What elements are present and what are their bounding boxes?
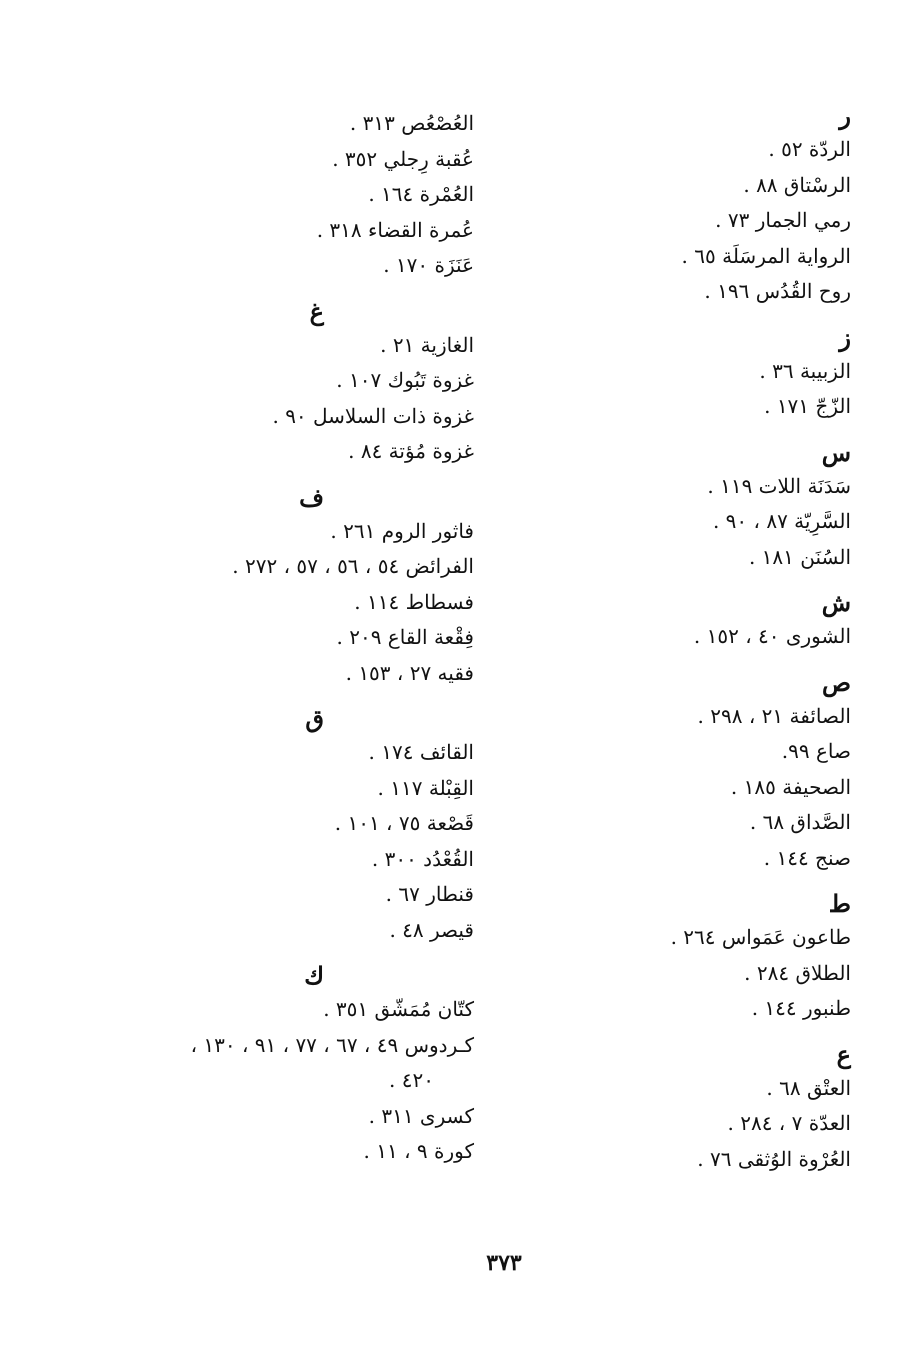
section-letter: س: [821, 437, 851, 467]
index-entry: الزبيبة ٣٦ .: [759, 358, 851, 383]
index-entry: العتْق ٦٨ .: [766, 1075, 851, 1100]
index-group: [551, 888, 851, 1027]
index-group: [14, 482, 474, 692]
index-entry: طنبور ١٤٤ .: [751, 996, 851, 1020]
section-letter: ش: [821, 588, 851, 617]
index-column-left: [14, 106, 474, 1170]
page-number: ٣٧٣: [486, 1250, 522, 1276]
index-entry: كـردوس ٤٩ ، ٦٧ ، ٧٧ ، ٩١ ، ١٣٠ ،: [190, 1032, 474, 1057]
index-entry: الزّجّ ١٧١ .: [764, 394, 851, 418]
index-entry: السُنَن ١٨١ .: [748, 544, 851, 569]
index-entry: صنج ١٤٤ .: [763, 845, 851, 870]
index-entry: رمي الجمار ٧٣ .: [715, 208, 851, 232]
index-entry: الصحيفة ١٨٥ .: [730, 774, 851, 799]
index-group: [14, 960, 474, 1170]
section-letter: ك: [304, 961, 324, 990]
index-entry: كتّان مُمَشّق ٣٥١ .: [323, 997, 474, 1021]
index-entry: الردّة ٥٢ .: [768, 137, 851, 161]
index-entry: العُمْرة ١٦٤ .: [368, 182, 474, 206]
index-group: [551, 667, 851, 877]
index-entry: الرواية المرسَلَة ٦٥ .: [681, 243, 851, 268]
index-entry: فقيه ٢٧ ، ١٥٣ .: [345, 660, 474, 685]
index-entry: العُصْعُص ٣١٣ .: [349, 111, 474, 135]
index-entry: فاثور الروم ٢٦١ .: [330, 518, 474, 543]
section-letter: ر: [839, 101, 851, 130]
index-group: [551, 100, 851, 310]
index-entry: عَنَزَة ١٧٠ .: [383, 253, 474, 277]
index-entry: الغازية ٢١ .: [380, 332, 474, 357]
index-entry: الصائفة ٢١ ، ٢٩٨ .: [697, 703, 851, 728]
section-letter: ص: [821, 667, 851, 697]
index-column-right: [551, 100, 851, 1177]
index-group: [14, 703, 474, 948]
index-group: [551, 1039, 851, 1178]
index-entry: عُمرة القضاء ٣١٨ .: [316, 217, 474, 242]
index-group: [14, 106, 474, 284]
index-entry: غزوة مُؤتة ٨٤ .: [348, 439, 474, 463]
index-entry: طاعون عَمَواس ٢٦٤ .: [670, 925, 851, 949]
index-entry-continuation: ٤٢٠ .: [389, 1068, 434, 1092]
index-entry: فِقْعة القاع ٢٠٩ .: [336, 625, 474, 649]
index-entry: القائف ١٧٤ .: [368, 740, 474, 764]
index-entry: العُرْوة الوُثقى ٧٦ .: [697, 1146, 851, 1171]
index-entry: السَّرِيّة ٨٧ ، ٩٠ .: [712, 509, 851, 533]
section-letter: ز: [839, 322, 851, 352]
index-entry: الرسْتاق ٨٨ .: [743, 172, 851, 197]
index-entry: عُقبة رِجلي ٣٥٢ .: [332, 146, 474, 171]
index-entry: غزوة ذات السلاسل ٩٠ .: [272, 403, 474, 428]
index-entry: غزوة تَبُوك ١٠٧ .: [336, 368, 474, 392]
index-entry: كسرى ٣١١ .: [368, 1103, 474, 1128]
index-entry: قَصْعة ٧٥ ، ١٠١ .: [334, 811, 474, 835]
index-entry: الصَّداق ٦٨ .: [749, 810, 851, 834]
section-letter: ق: [305, 704, 324, 733]
index-group: [551, 437, 851, 576]
section-letter: غ: [309, 296, 324, 326]
index-entry: قنطار ٦٧ .: [385, 882, 474, 906]
index-group: [14, 296, 474, 470]
index-entry: القُعْدُد ٣٠٠ .: [371, 846, 474, 871]
index-entry: الشورى ٤٠ ، ١٥٢ .: [693, 624, 851, 648]
index-entry: سَدَنَة اللات ١١٩ .: [707, 473, 851, 498]
index-group: [551, 322, 851, 425]
index-entry: فسطاط ١١٤ .: [354, 589, 474, 614]
section-letter: ف: [299, 482, 324, 512]
index-entry: قيصر ٤٨ .: [389, 917, 474, 942]
index-entry: روح القُدُس ١٩٦ .: [704, 279, 851, 303]
index-entry: العدّة ٧ ، ٢٨٤ .: [727, 1111, 851, 1135]
section-letter: ط: [828, 889, 851, 918]
index-entry: صاع ٩٩.: [781, 739, 851, 763]
index-entry: الفرائض ٥٤ ، ٥٦ ، ٥٧ ، ٢٧٢ .: [232, 554, 474, 578]
index-entry: الطلاق ٢٨٤ .: [744, 960, 851, 985]
section-letter: ع: [836, 1039, 851, 1069]
index-entry: كورة ٩ ، ١١ .: [363, 1139, 474, 1163]
index-entry: القِبْلة ١١٧ .: [377, 775, 474, 800]
index-group: [551, 587, 851, 655]
